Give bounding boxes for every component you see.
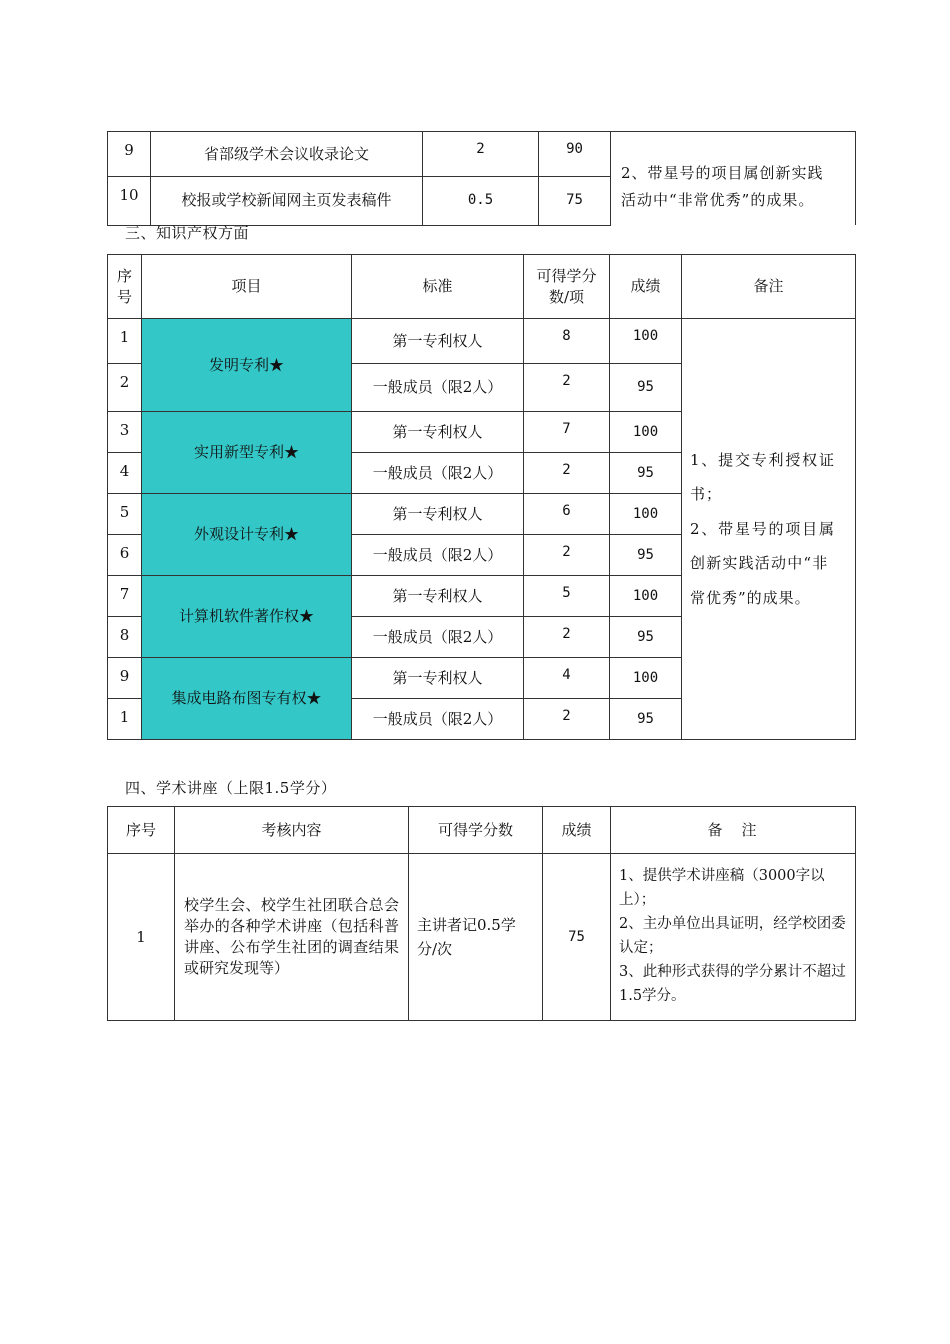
score-cell: 95 bbox=[610, 453, 682, 494]
row-number: 4 bbox=[108, 453, 142, 494]
project-cell: 发明专利★ bbox=[142, 319, 352, 412]
row-number: 3 bbox=[108, 412, 142, 453]
header-content: 考核内容 bbox=[175, 807, 409, 854]
credit-cell: 2 bbox=[524, 699, 610, 740]
credit-cell: 6 bbox=[524, 494, 610, 535]
header-item: 项目 bbox=[142, 255, 352, 319]
credit-cell: 8 bbox=[524, 319, 610, 364]
header-credit bbox=[524, 255, 610, 319]
row-number: 1 bbox=[108, 854, 175, 1021]
score-cell: 90 bbox=[539, 132, 611, 177]
score-cell: 95 bbox=[610, 699, 682, 740]
remark-line: 1、提交专利授权证 bbox=[690, 450, 836, 469]
header-remark: 备 注 bbox=[611, 807, 856, 854]
credit-cell: 2 bbox=[524, 364, 610, 412]
remark-line: 1、提供学术讲座稿（3000字以上）； bbox=[619, 868, 825, 909]
remark-line: 2、主办单位出具证明，经学校团委认定； bbox=[619, 916, 846, 956]
header-score: 成绩 bbox=[610, 255, 682, 319]
score-cell: 95 bbox=[610, 617, 682, 658]
row-number: 5 bbox=[108, 494, 142, 535]
score-cell: 100 bbox=[610, 494, 682, 535]
header-no-line: 号 bbox=[116, 287, 132, 306]
credit-cell: 5 bbox=[524, 576, 610, 617]
score-cell: 75 bbox=[539, 176, 611, 225]
header-standard: 标准 bbox=[352, 255, 524, 319]
row-number: 1 bbox=[108, 319, 142, 364]
row-number: 7 bbox=[108, 576, 142, 617]
credit-cell: 2 bbox=[524, 535, 610, 576]
continuation-table bbox=[107, 131, 856, 226]
credit-cell: 主讲者记0.5学分/次 bbox=[409, 854, 543, 1021]
standard-cell: 第一专利权人 bbox=[352, 319, 524, 364]
credit-cell: 0.5 bbox=[423, 176, 539, 225]
header-no bbox=[108, 255, 142, 319]
standard-cell: 一般成员（限2人） bbox=[352, 364, 524, 412]
score-cell: 100 bbox=[610, 319, 682, 364]
credit-cell: 2 bbox=[423, 132, 539, 177]
remark-line: 活动中“非常优秀”的成果。 bbox=[621, 190, 815, 209]
project-cell: 计算机软件著作权★ bbox=[142, 576, 352, 658]
standard-cell: 一般成员（限2人） bbox=[352, 453, 524, 494]
score-cell: 75 bbox=[543, 854, 611, 1021]
content-cell: 校学生会、校学生社团联合总会举办的各种学术讲座（包括科普讲座、公布学生社团的调查结果或研究发现等） bbox=[175, 854, 409, 1021]
remark-line: 2、带星号的项目属创新实践 bbox=[621, 164, 824, 182]
row-number: 9 bbox=[108, 132, 151, 177]
credit-cell: 2 bbox=[524, 453, 610, 494]
project-cell: 实用新型专利★ bbox=[142, 412, 352, 494]
standard-cell: 第一专利权人 bbox=[352, 576, 524, 617]
header-remark: 备注 bbox=[682, 255, 856, 319]
remark-line: 2、带星号的项目属 bbox=[690, 519, 836, 538]
section-heading: 三、知识产权方面 bbox=[125, 224, 250, 242]
standard-cell: 一般成员（限2人） bbox=[352, 535, 524, 576]
remark-cell bbox=[611, 854, 856, 1021]
header-no-line: 序 bbox=[116, 267, 132, 286]
project-cell: 集成电路布图专有权★ bbox=[142, 658, 352, 740]
row-number: 1 bbox=[108, 699, 142, 740]
lecture-table bbox=[107, 806, 856, 1021]
project-cell: 外观设计专利★ bbox=[142, 494, 352, 576]
header-credit-line: 数/项 bbox=[548, 287, 585, 306]
standard-cell: 第一专利权人 bbox=[352, 658, 524, 699]
item-cell: 校报或学校新闻网主页发表稿件 bbox=[151, 176, 423, 225]
remark-line: 创新实践活动中“非 bbox=[690, 554, 829, 573]
standard-cell: 一般成员（限2人） bbox=[352, 617, 524, 658]
header-score: 成绩 bbox=[543, 807, 611, 854]
standard-cell: 第一专利权人 bbox=[352, 412, 524, 453]
score-cell: 95 bbox=[610, 364, 682, 412]
score-cell: 95 bbox=[610, 535, 682, 576]
row-number: 6 bbox=[108, 535, 142, 576]
header-credit: 可得学分数 bbox=[409, 807, 543, 854]
remark-cell bbox=[611, 132, 856, 226]
section-heading: 四、学术讲座（上限1.5学分） bbox=[125, 779, 337, 797]
credit-cell: 4 bbox=[524, 658, 610, 699]
score-cell: 100 bbox=[610, 412, 682, 453]
score-cell: 100 bbox=[610, 576, 682, 617]
item-cell: 省部级学术会议收录论文 bbox=[151, 132, 423, 177]
remark-line: 3、此种形式获得的学分累计不超过1.5学分。 bbox=[619, 963, 846, 1004]
standard-cell: 第一专利权人 bbox=[352, 494, 524, 535]
ip-table bbox=[107, 254, 856, 740]
row-number: 9 bbox=[108, 658, 142, 699]
standard-cell: 一般成员（限2人） bbox=[352, 699, 524, 740]
score-cell: 100 bbox=[610, 658, 682, 699]
header-credit-line: 可得学分 bbox=[536, 267, 597, 286]
remark-cell bbox=[682, 319, 856, 740]
row-number: 8 bbox=[108, 617, 142, 658]
row-number: 2 bbox=[108, 364, 142, 412]
remark-line: 常优秀”的成果。 bbox=[690, 588, 811, 607]
remark-line: 书； bbox=[690, 485, 723, 504]
credit-cell: 7 bbox=[524, 412, 610, 453]
header-no: 序号 bbox=[108, 807, 175, 854]
credit-cell: 2 bbox=[524, 617, 610, 658]
row-number: 10 bbox=[108, 176, 151, 225]
